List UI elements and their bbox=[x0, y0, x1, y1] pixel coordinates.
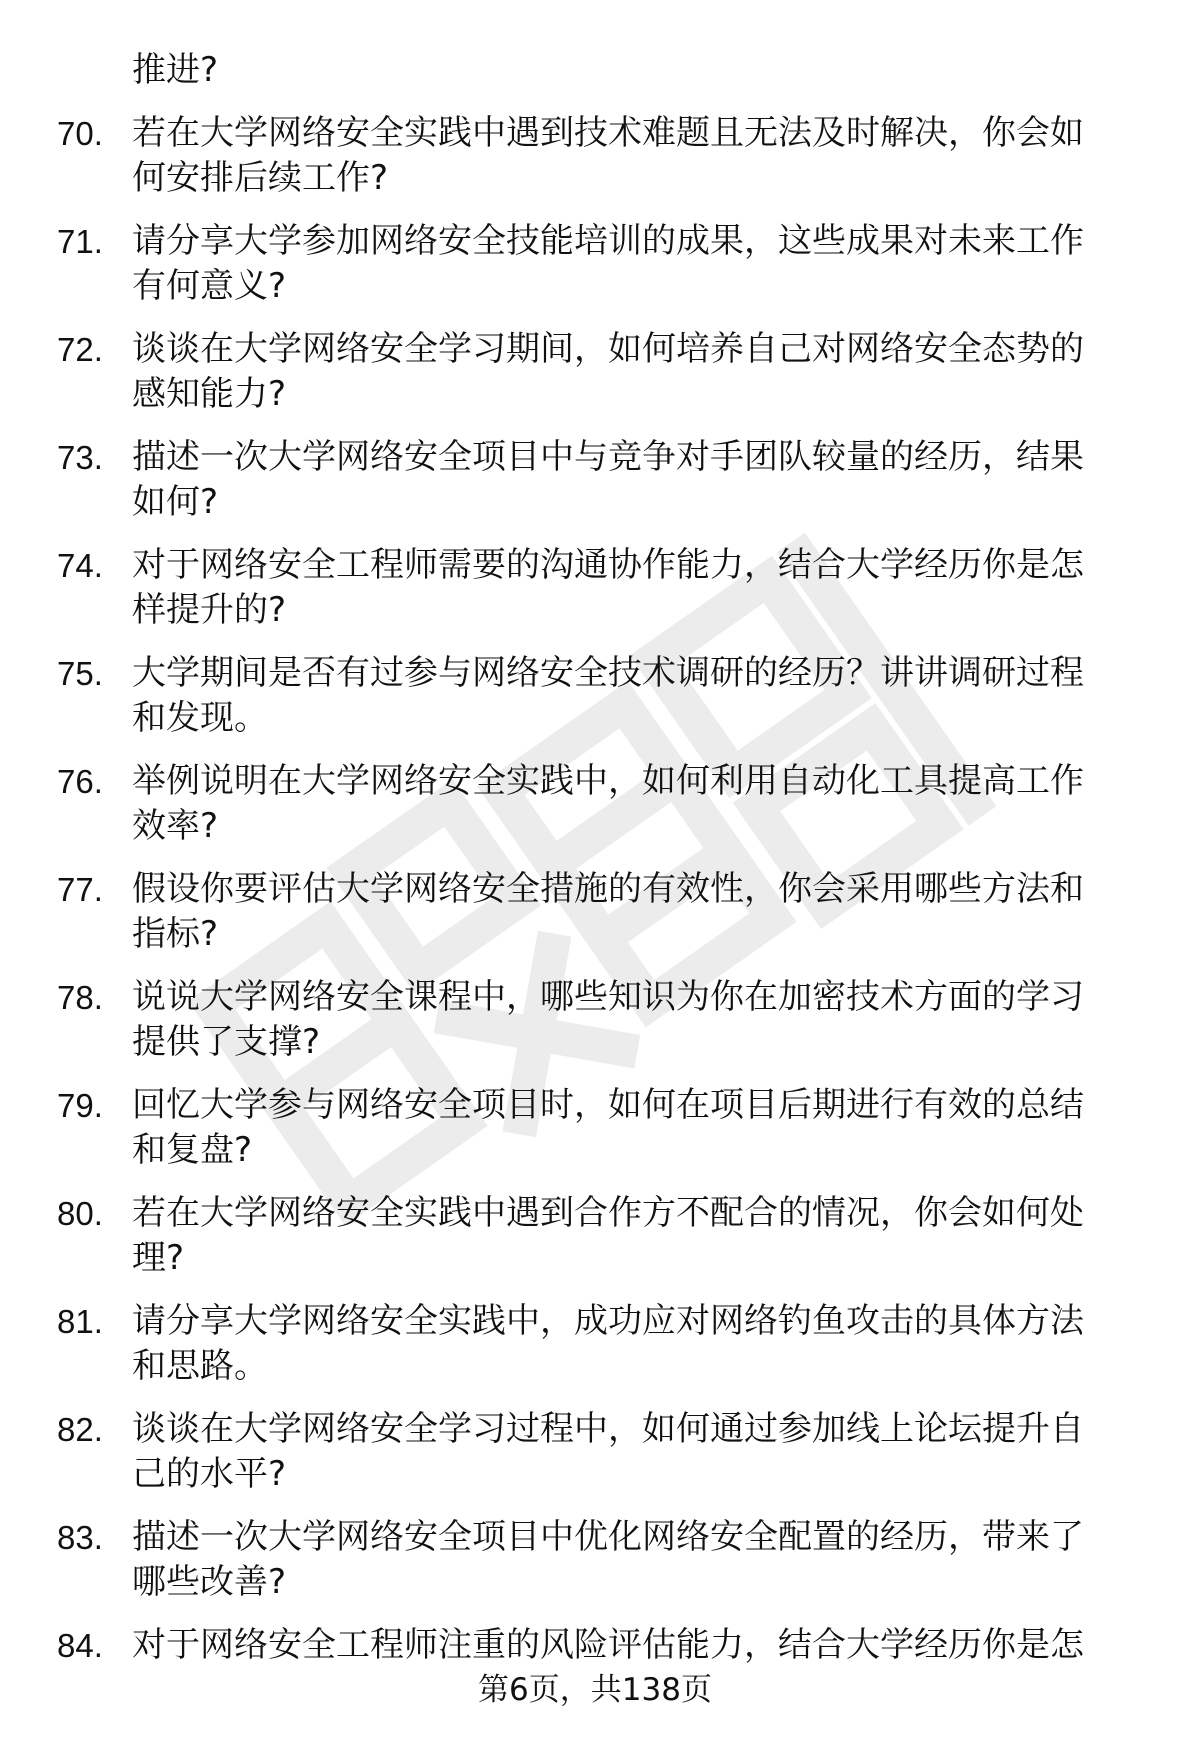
question-item bbox=[0, 327, 1190, 417]
question-item bbox=[0, 975, 1190, 1065]
question-text-line: 对于网络安全工程师注重的风险评估能力，结合大学经历你是怎 bbox=[132, 1625, 1084, 1665]
question-text-line: 谈谈在大学网络安全学习期间，如何培养自己对网络安全态势的 bbox=[132, 329, 1084, 369]
question-number: 72. bbox=[57, 331, 103, 368]
question-text-line: 何安排后续工作? bbox=[132, 158, 389, 198]
question-text-line: 若在大学网络安全实践中遇到技术难题且无法及时解决，你会如 bbox=[132, 113, 1084, 153]
question-text-line: 大学期间是否有过参与网络安全技术调研的经历？讲讲调研过程 bbox=[132, 653, 1084, 693]
question-text-line: 若在大学网络安全实践中遇到合作方不配合的情况，你会如何处 bbox=[132, 1193, 1084, 1233]
question-number: 70. bbox=[57, 115, 103, 152]
question-number: 82. bbox=[57, 1411, 103, 1448]
question-number: 79. bbox=[57, 1087, 103, 1124]
page-footer: 第6页，共138页 bbox=[478, 1672, 712, 1708]
question-item bbox=[0, 1191, 1190, 1281]
question-text-line: 有何意义? bbox=[132, 266, 287, 306]
question-item bbox=[0, 1083, 1190, 1173]
question-text-line: 和思路。 bbox=[132, 1346, 268, 1386]
question-text-line: 描述一次大学网络安全项目中优化网络安全配置的经历，带来了 bbox=[132, 1517, 1084, 1557]
question-item bbox=[0, 1515, 1190, 1605]
question-number: 73. bbox=[57, 439, 103, 476]
question-item bbox=[0, 867, 1190, 957]
question-list bbox=[0, 48, 1190, 1668]
question-number: 83. bbox=[57, 1519, 103, 1556]
continuation-text: 推进? bbox=[132, 50, 219, 90]
question-text-line: 举例说明在大学网络安全实践中，如何利用自动化工具提高工作 bbox=[132, 761, 1084, 801]
question-item bbox=[0, 1623, 1190, 1668]
question-text-line: 效率? bbox=[132, 806, 219, 846]
question-item bbox=[0, 435, 1190, 525]
question-text-line: 对于网络安全工程师需要的沟通协作能力，结合大学经历你是怎 bbox=[132, 545, 1084, 585]
question-number: 78. bbox=[57, 979, 103, 1016]
question-text-line: 假设你要评估大学网络安全措施的有效性，你会采用哪些方法和 bbox=[132, 869, 1084, 909]
question-number: 81. bbox=[57, 1303, 103, 1340]
question-text-line: 提供了支撑? bbox=[132, 1022, 321, 1062]
question-text-line: 说说大学网络安全课程中，哪些知识为你在加密技术方面的学习 bbox=[132, 977, 1084, 1017]
question-item bbox=[0, 543, 1190, 633]
question-text-line: 和复盘? bbox=[132, 1130, 253, 1170]
question-item bbox=[0, 1407, 1190, 1497]
question-text-line: 样提升的? bbox=[132, 590, 287, 630]
question-item bbox=[0, 111, 1190, 201]
question-text-line: 己的水平? bbox=[132, 1454, 287, 1494]
question-text-line: 感知能力? bbox=[132, 374, 287, 414]
question-item bbox=[0, 651, 1190, 741]
question-text-line: 如何? bbox=[132, 482, 219, 522]
question-text-line: 谈谈在大学网络安全学习过程中，如何通过参加线上论坛提升自 bbox=[132, 1409, 1084, 1449]
question-number: 80. bbox=[57, 1195, 103, 1232]
question-text-line: 请分享大学参加网络安全技能培训的成果，这些成果对未来工作 bbox=[132, 221, 1084, 261]
question-number: 77. bbox=[57, 871, 103, 908]
question-number: 74. bbox=[57, 547, 103, 584]
question-item bbox=[0, 219, 1190, 309]
question-text-line: 和发现。 bbox=[132, 698, 268, 738]
question-item bbox=[0, 759, 1190, 849]
question-text-line: 理? bbox=[132, 1238, 185, 1278]
question-text-line: 描述一次大学网络安全项目中与竞争对手团队较量的经历，结果 bbox=[132, 437, 1084, 477]
question-text-line: 哪些改善? bbox=[132, 1562, 287, 1602]
question-number: 71. bbox=[57, 223, 103, 260]
question-number: 84. bbox=[57, 1627, 103, 1664]
question-text-line: 指标? bbox=[132, 914, 219, 954]
question-item bbox=[0, 1299, 1190, 1389]
question-text-line: 请分享大学网络安全实践中，成功应对网络钓鱼攻击的具体方法 bbox=[132, 1301, 1084, 1341]
question-number: 75. bbox=[57, 655, 103, 692]
question-text-line: 回忆大学参与网络安全项目时，如何在项目后期进行有效的总结 bbox=[132, 1085, 1084, 1125]
question-number: 76. bbox=[57, 763, 103, 800]
